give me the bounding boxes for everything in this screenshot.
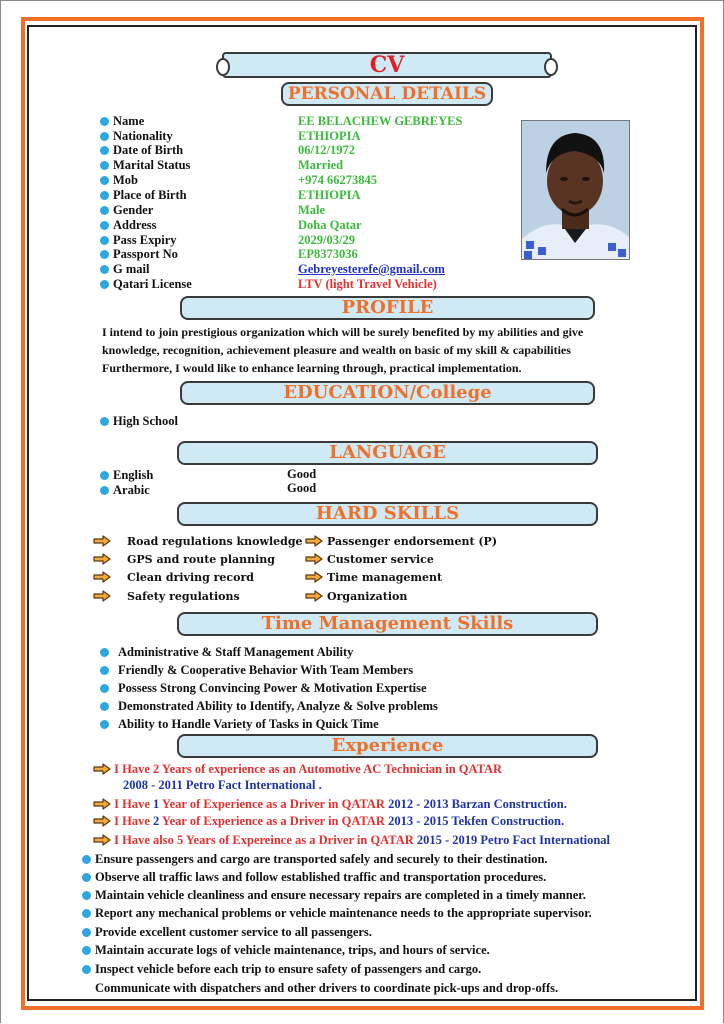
bullet-icon: [100, 250, 109, 259]
experience-role: I Have: [114, 797, 154, 811]
experience-role: Year of Experience as a Driver in QATAR: [159, 797, 389, 811]
experience-company-label: 2008 - 2011 Petro Fact International .: [123, 778, 322, 792]
hard-skill-item: [93, 571, 254, 585]
duty-label: Maintain accurate logs of vehicle maintenance, trips, and hours of service.: [95, 943, 490, 957]
profile-line: knowledge, recognition, achievement pleasure and wealth on basic of my skill & capabilities: [102, 343, 571, 357]
language-title: LANGUAGE: [329, 442, 446, 463]
education-title: EDUCATION/College: [283, 382, 492, 403]
detail-value: ETHIOPIA: [298, 129, 361, 143]
profile-banner: [180, 296, 595, 320]
arrow-right-icon: [93, 590, 111, 602]
arrow-right-icon: [93, 763, 111, 775]
personal-details-title: PERSONAL DETAILS: [287, 84, 487, 104]
email-link[interactable]: Gebreyesterefe@gmail.com: [298, 262, 445, 276]
bullet-icon: [100, 684, 109, 693]
language-name: Arabic: [113, 483, 150, 497]
duty-label: Provide excellent customer service to all passengers.: [95, 925, 372, 939]
duty-item: [82, 962, 481, 977]
bullet-icon: [100, 486, 109, 495]
time-skill-label: Friendly & Cooperative Behavior With Team Members: [118, 663, 414, 677]
duty-item: [82, 925, 372, 940]
hard-skill-item: [93, 535, 303, 549]
bullet-icon: [100, 146, 109, 155]
person-portrait-icon: [522, 121, 629, 259]
experience-role: I Have: [114, 814, 154, 828]
experience-role: Year of Experience as a Driver in QATAR: [159, 814, 389, 828]
detail-row-qatari-license: [100, 277, 437, 292]
duty-label: Inspect vehicle before each trip to ensure safety of passengers and cargo.: [95, 962, 482, 976]
language-name: English: [113, 468, 154, 482]
profile-line: Furthermore, I would like to enhance learning through, practical implementation.: [102, 361, 522, 375]
detail-label: Pass Expiry: [113, 233, 177, 247]
bullet-icon: [82, 891, 91, 900]
arrow-right-icon: [305, 571, 323, 583]
detail-row-gmail: [100, 262, 445, 277]
bullet-icon: [100, 417, 109, 426]
bullet-icon: [100, 117, 109, 126]
hard-skill-item: [305, 553, 434, 567]
detail-label: Passport No: [113, 247, 178, 261]
detail-value: Male: [298, 203, 326, 217]
personal-details-banner: [281, 82, 493, 106]
hard-skill-item: [305, 535, 497, 549]
bullet-icon: [100, 191, 109, 200]
bullet-icon: [100, 221, 109, 230]
arrow-right-icon: [305, 590, 323, 602]
detail-label: Mob: [113, 173, 138, 187]
duty-label: Ensure passengers and cargo are transported safely and securely to their destination.: [95, 852, 548, 866]
language-banner: [177, 441, 598, 465]
detail-value: EP8373036: [298, 247, 358, 261]
detail-label: Gender: [113, 203, 154, 217]
detail-row-gender: [100, 203, 326, 218]
detail-value: +974 66273845: [298, 173, 377, 187]
experience-banner: [177, 734, 598, 758]
bullet-icon: [82, 928, 91, 937]
arrow-right-icon: [305, 535, 323, 547]
hard-skill-label: Customer service: [327, 553, 434, 566]
detail-row-place-of-birth: [100, 188, 361, 203]
experience-years: 2: [153, 814, 160, 828]
time-management-banner: [177, 612, 598, 636]
bullet-icon: [82, 909, 91, 918]
bullet-icon: [100, 280, 109, 289]
hard-skill-label: Time management: [327, 571, 443, 584]
time-skill-item: [100, 663, 413, 678]
detail-label: Address: [113, 218, 157, 232]
education-item-label: High School: [113, 414, 178, 428]
profile-paragraph: [102, 323, 622, 377]
experience-company-label: 2012 - 2013 Barzan Construction.: [388, 797, 567, 811]
duty-item: [82, 888, 586, 903]
detail-row-mobile: [100, 173, 377, 188]
detail-label: Marital Status: [113, 158, 191, 172]
arrow-right-icon: [93, 571, 111, 583]
hard-skill-label: Organization: [327, 590, 408, 603]
language-row-arabic: [100, 483, 150, 498]
duty-label: Maintain vehicle cleanliness and ensure necessary repairs are completed in a timely manner.: [95, 888, 586, 902]
hard-skill-label: Passenger endorsement (P): [327, 535, 498, 548]
cv-title-banner: [222, 52, 552, 78]
language-row-english: [100, 468, 153, 483]
hard-skill-item: [305, 571, 442, 585]
time-skill-item: [100, 699, 438, 714]
language-level: Good: [287, 467, 317, 481]
time-management-title: Time Management Skills: [261, 613, 514, 634]
duty-item: [82, 943, 490, 958]
bullet-icon: [82, 946, 91, 955]
time-skill-label: Possess Strong Convincing Power & Motivation Expertise: [118, 681, 427, 695]
time-skill-item: [100, 681, 427, 696]
experience-years: 1: [153, 797, 160, 811]
hard-skills-banner: [177, 502, 598, 526]
duty-item: [82, 906, 592, 921]
experience-company: [123, 778, 322, 793]
detail-row-name: [100, 114, 463, 129]
bullet-icon: [100, 132, 109, 141]
time-skill-label: Demonstrated Ability to Identify, Analyze & Solve problems: [118, 699, 438, 713]
detail-label: Nationality: [113, 129, 173, 143]
bullet-icon: [100, 265, 109, 274]
arrow-right-icon: [305, 553, 323, 565]
hard-skill-label: Clean driving record: [127, 571, 254, 584]
duty-item: [82, 870, 546, 885]
bullet-icon: [100, 702, 109, 711]
detail-row-dob: [100, 143, 355, 158]
hard-skill-item: [93, 553, 275, 567]
arrow-right-icon: [93, 815, 111, 827]
time-skill-label: Administrative & Staff Management Ability: [118, 645, 354, 659]
bullet-icon: [100, 471, 109, 480]
profile-title: PROFILE: [341, 297, 434, 318]
profile-photo: [521, 120, 630, 260]
detail-row-passport-no: [100, 247, 358, 262]
duty-item: [82, 852, 548, 867]
detail-label: G mail: [113, 262, 150, 276]
cv-title: CV: [369, 52, 405, 78]
detail-value: Married: [298, 158, 344, 172]
detail-value: 2029/03/29: [298, 233, 355, 247]
experience-company-label: 2015 - 2019 Petro Fact International: [416, 833, 611, 847]
bullet-icon: [100, 161, 109, 170]
bullet-icon: [82, 965, 91, 974]
time-skill-item: [100, 717, 379, 732]
hard-skills-title: HARD SKILLS: [315, 503, 460, 524]
time-skill-label: Ability to Handle Variety of Tasks in Quick Time: [118, 717, 379, 731]
bullet-icon: [100, 648, 109, 657]
bullet-icon: [100, 206, 109, 215]
bullet-icon: [100, 176, 109, 185]
detail-label: Name: [113, 114, 145, 128]
experience-entry: [93, 814, 564, 829]
bullet-icon: [100, 236, 109, 245]
duty-label: Communicate with dispatchers and other drivers to coordinate pick-ups and drop-offs.: [95, 981, 559, 995]
experience-role: I Have also 5 Years of Expereince as a Driver in QATAR: [114, 833, 417, 847]
education-item: [100, 414, 178, 429]
duty-item: [82, 981, 558, 996]
arrow-right-icon: [93, 834, 111, 846]
hard-skill-label: GPS and route planning: [127, 553, 275, 566]
detail-value: LTV (light Travel Vehicle): [298, 277, 437, 291]
education-banner: [180, 381, 595, 405]
time-skill-item: [100, 645, 353, 660]
experience-title: Experience: [331, 735, 444, 756]
detail-label: Qatari License: [113, 277, 192, 291]
arrow-right-icon: [93, 535, 111, 547]
detail-row-address: [100, 218, 362, 233]
experience-entry: [93, 833, 610, 848]
detail-value: Doha Qatar: [298, 218, 362, 232]
detail-value: EE BELACHEW GEBREYES: [298, 114, 463, 128]
detail-label: Place of Birth: [113, 188, 187, 202]
detail-value: ETHIOPIA: [298, 188, 361, 202]
arrow-right-icon: [93, 798, 111, 810]
duty-label: Report any mechanical problems or vehicle maintenance needs to the appropriate supervisor.: [95, 906, 592, 920]
experience-entry: [93, 762, 502, 777]
hard-skill-label: Safety regulations: [127, 590, 240, 603]
hard-skill-label: Road regulations knowledge: [127, 535, 303, 548]
arrow-right-icon: [93, 553, 111, 565]
duty-label: Observe all traffic laws and follow established traffic and transportation procedures.: [95, 870, 547, 884]
language-level: Good: [287, 481, 317, 495]
experience-role: I Have 2 Years of experience as an Automotive AC Technician in QATAR: [114, 762, 503, 776]
bullet-icon: [100, 720, 109, 729]
experience-company-label: 2013 - 2015 Tekfen Construction.: [388, 814, 565, 828]
detail-row-pass-expiry: [100, 233, 355, 248]
detail-row-nationality: [100, 129, 361, 144]
profile-line: I intend to join prestigious organization which will be surely benefited by my abilities and give: [102, 325, 584, 339]
detail-label: Date of Birth: [113, 143, 184, 157]
detail-value: 06/12/1972: [298, 143, 355, 157]
bullet-icon: [82, 873, 91, 882]
bullet-icon: [82, 855, 91, 864]
bullet-icon: [100, 666, 109, 675]
detail-row-marital-status: [100, 158, 344, 173]
hard-skill-item: [305, 590, 407, 604]
experience-entry: [93, 797, 567, 812]
hard-skill-item: [93, 590, 240, 604]
